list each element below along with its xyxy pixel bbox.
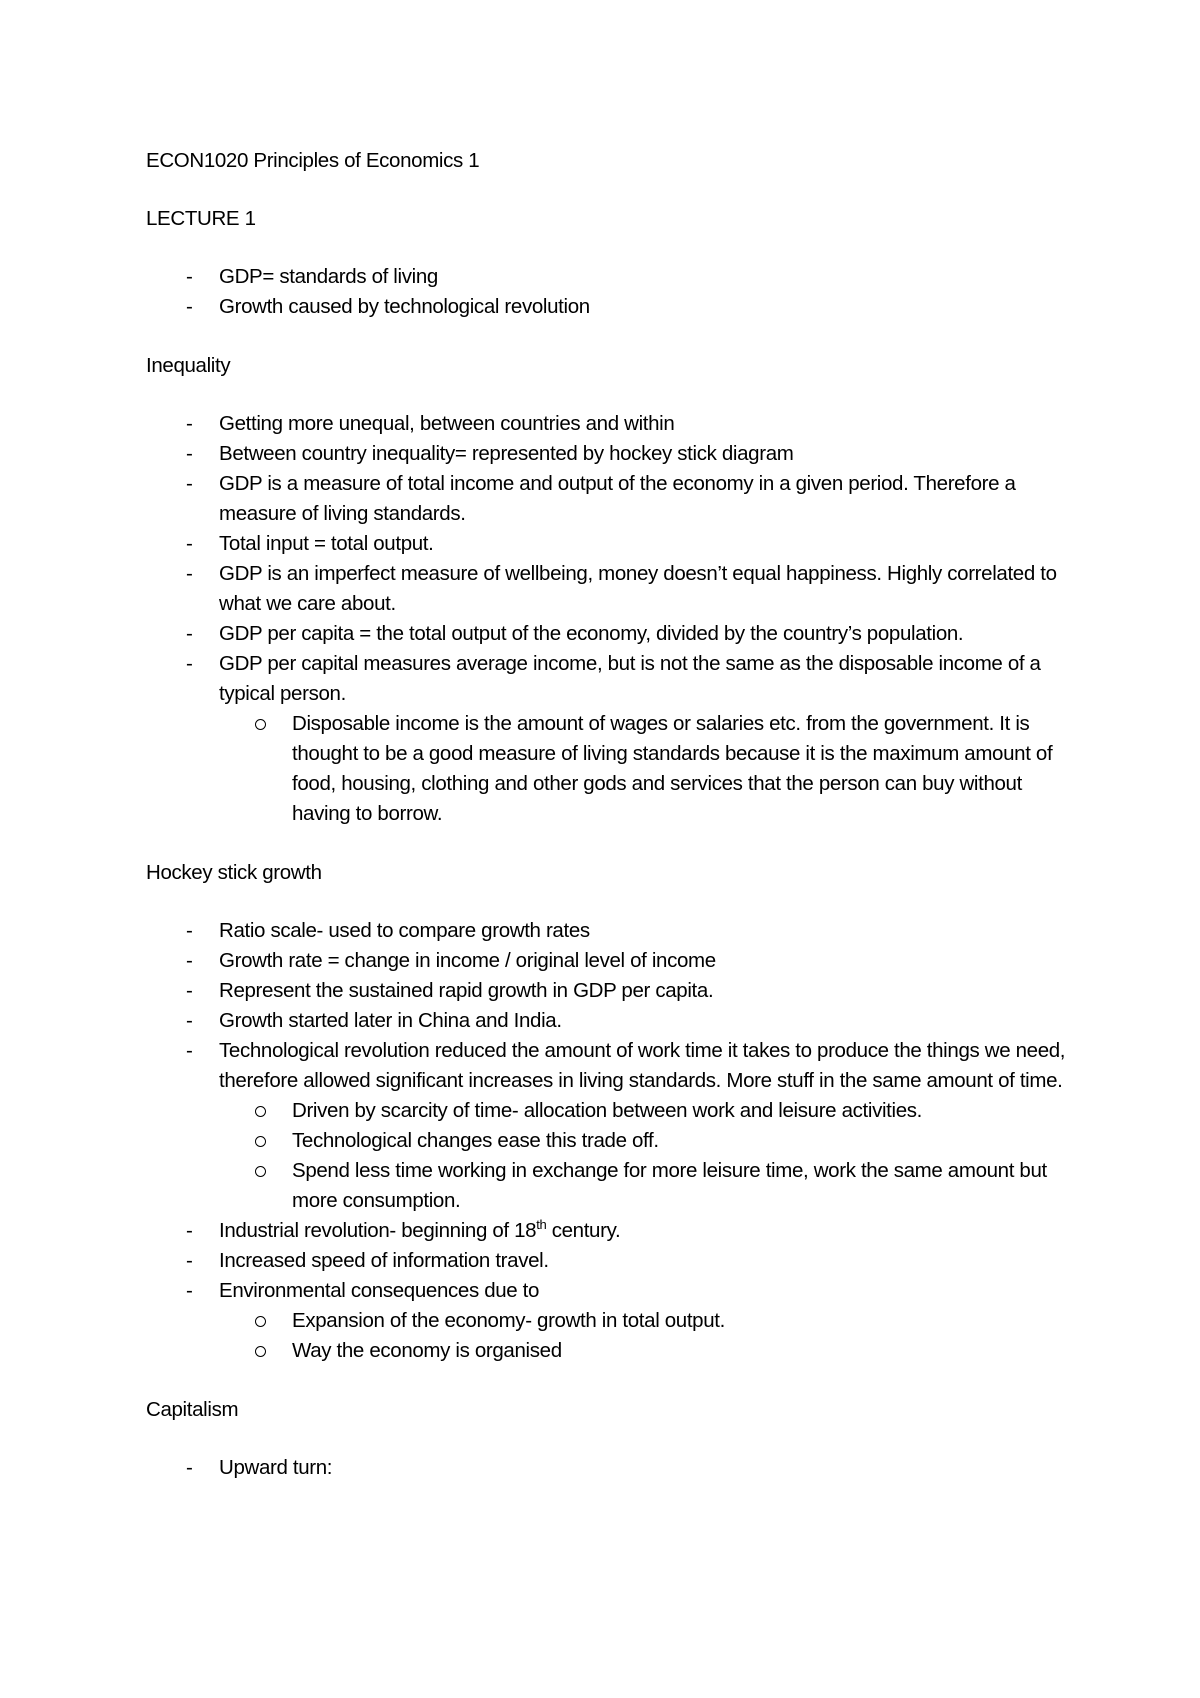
dash-bullet: -: [186, 1279, 193, 1302]
list-item: - Increased speed of information travel.: [146, 1246, 1076, 1276]
sub-list: [219, 1306, 1076, 1366]
list-item: - GDP is a measure of total income and output of the economy in a given period. Therefore a measure of living standards.: [146, 469, 1076, 529]
list-item: - Technological revolution reduced the amount of work time it takes to produce the things we need, therefore allowed significant increases in living standards. More stuff in the same amount of time. Driven by scarcity of time- allocation between work and leisure activities. Technological changes ease this trade off. Spend less time working in exchange for more leisure time, work the same amount but more consumption.: [146, 1036, 1076, 1216]
capitalism-list: [146, 1453, 1076, 1483]
list-item: - Growth rate = change in income / original level of income: [146, 946, 1076, 976]
list-item: - GDP per capital measures average income, but is not the same as the disposable income of a typical person. Disposable income is the amount of wages or salaries etc. from the government. It is thought to be a good measure of living standards because it is the maximum amount of food, housing, clothing and other gods and services that the person can buy without having to borrow.: [146, 649, 1076, 829]
sub-list-item: Driven by scarcity of time- allocation between work and leisure activities.: [219, 1096, 1076, 1126]
circle-bullet-icon: [255, 1166, 266, 1177]
list-item: - Growth caused by technological revolution: [146, 292, 1076, 322]
sub-list-item: Disposable income is the amount of wages or salaries etc. from the government. It is thought to be a good measure of living standards because it is the maximum amount of food, housing, clothing and other gods and services that the person can buy without having to borrow.: [219, 709, 1076, 829]
list-item: - Growth started later in China and India.: [146, 1006, 1076, 1036]
list-item: - Getting more unequal, between countries and within: [146, 409, 1076, 439]
list-item: - Industrial revolution- beginning of 18th century.: [146, 1216, 1076, 1246]
section-heading-hockey-stick: Hockey stick growth: [146, 861, 322, 884]
section-heading-inequality: Inequality: [146, 354, 231, 377]
dash-bullet: -: [186, 265, 193, 288]
dash-bullet: -: [186, 1009, 193, 1032]
dash-bullet: -: [186, 1219, 193, 1242]
document-body: [146, 146, 1076, 1483]
dash-bullet: -: [186, 919, 193, 942]
list-item: - Between country inequality= represented by hockey stick diagram: [146, 439, 1076, 469]
list-item: - Ratio scale- used to compare growth rates: [146, 916, 1076, 946]
hockey-list: [146, 916, 1076, 1366]
section-heading-capitalism: Capitalism: [146, 1398, 239, 1421]
circle-bullet-icon: [255, 719, 266, 730]
dash-bullet: -: [186, 412, 193, 435]
intro-list: [146, 262, 1076, 322]
list-item: - Environmental consequences due to Expansion of the economy- growth in total output. Way the economy is organised: [146, 1276, 1076, 1366]
dash-bullet: -: [186, 442, 193, 465]
list-item: - GDP is an imperfect measure of wellbeing, money doesn’t equal happiness. Highly correlated to what we care about.: [146, 559, 1076, 619]
dash-bullet: -: [186, 1039, 193, 1062]
list-item: - Total input = total output.: [146, 529, 1076, 559]
dash-bullet: -: [186, 1249, 193, 1272]
dash-bullet: -: [186, 295, 193, 318]
sub-list-item: Spend less time working in exchange for more leisure time, work the same amount but more consumption.: [219, 1156, 1076, 1216]
sub-list-item: Technological changes ease this trade off.: [219, 1126, 1076, 1156]
sub-list: [219, 709, 1076, 829]
dash-bullet: -: [186, 979, 193, 1002]
dash-bullet: -: [186, 1456, 193, 1479]
list-item: - GDP per capita = the total output of the economy, divided by the country’s population.: [146, 619, 1076, 649]
dash-bullet: -: [186, 652, 193, 675]
list-item: - GDP= standards of living: [146, 262, 1076, 292]
superscript: th: [536, 1217, 547, 1233]
list-item: - Represent the sustained rapid growth in GDP per capita.: [146, 976, 1076, 1006]
document-title: ECON1020 Principles of Economics 1: [146, 149, 480, 172]
inequality-list: [146, 409, 1076, 829]
sub-list-item: Way the economy is organised: [219, 1336, 1076, 1366]
circle-bullet-icon: [255, 1316, 266, 1327]
dash-bullet: -: [186, 532, 193, 555]
dash-bullet: -: [186, 949, 193, 972]
dash-bullet: -: [186, 562, 193, 585]
circle-bullet-icon: [255, 1346, 266, 1357]
sub-list: [219, 1096, 1076, 1216]
dash-bullet: -: [186, 472, 193, 495]
lecture-heading: LECTURE 1: [146, 207, 256, 230]
circle-bullet-icon: [255, 1136, 266, 1147]
list-item: - Upward turn:: [146, 1453, 1076, 1483]
sub-list-item: Expansion of the economy- growth in total output.: [219, 1306, 1076, 1336]
circle-bullet-icon: [255, 1106, 266, 1117]
dash-bullet: -: [186, 622, 193, 645]
